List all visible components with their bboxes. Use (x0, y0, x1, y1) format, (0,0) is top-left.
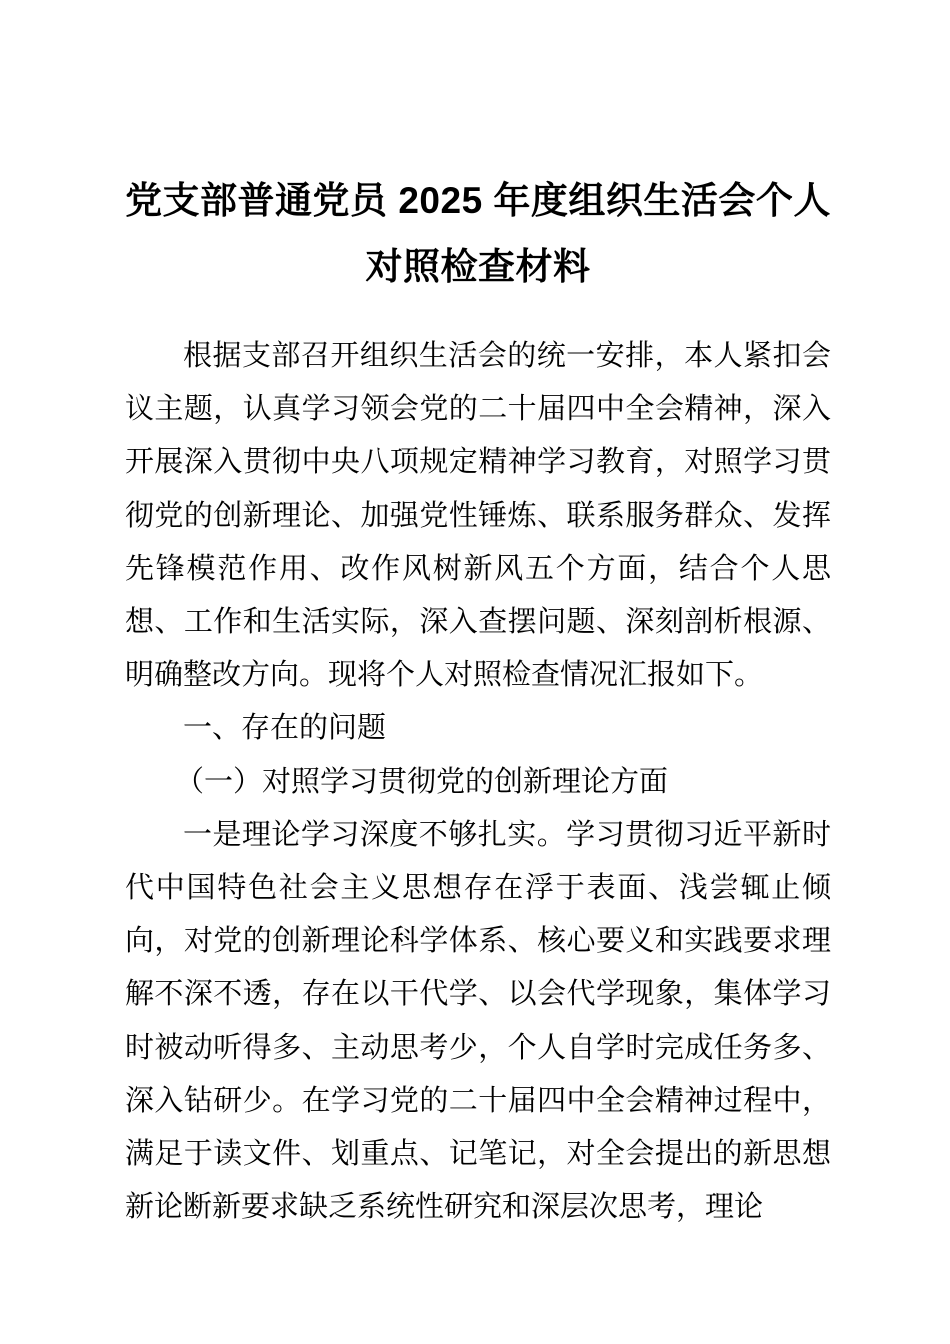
subsection-heading-innovation-theory: （一）对照学习贯彻党的创新理论方面 (175, 765, 669, 798)
intro-paragraph: 根据支部召开组织生活会的统一安排，本人紧扣会议主题，认真学习领会党的二十届四中全会精神，深入开展深入贯彻中央八项规定精神学习教育，对照学习贯彻党的创新理论、加强党性锤炼、联系服务群众、发挥先锋模范作用、改作风树新风五个方面，结合个人思想、工作和生活实际，深入查摆问题、深刻剖析根源、明确整改方向。现将个人对照检查情况汇报如下。 (125, 340, 831, 692)
problem-item-one-paragraph: 一是理论学习深度不够扎实。学习贯彻习近平新时代中国特色社会主义思想存在浮于表面、浅尝辄止倾向，对党的创新理论科学体系、核心要义和实践要求理解不深不透，存在以干代学、以会代学现象，集体学习时被动听得多、主动思考少，个人自学时完成任务多、深入钻研少。在学习党的二十届四中全会精神过程中，满足于读文件、划重点、记笔记，对全会提出的新思想新论断新要求缺乏系统性研究和深层次思考，理论 (125, 818, 831, 1224)
document-content-column (125, 0, 831, 1234)
section-heading-existing-problems: 一、存在的问题 (183, 712, 387, 745)
page-title: 党支部普通党员 2025 年度组织生活会个人对照检查材料 (125, 180, 831, 287)
